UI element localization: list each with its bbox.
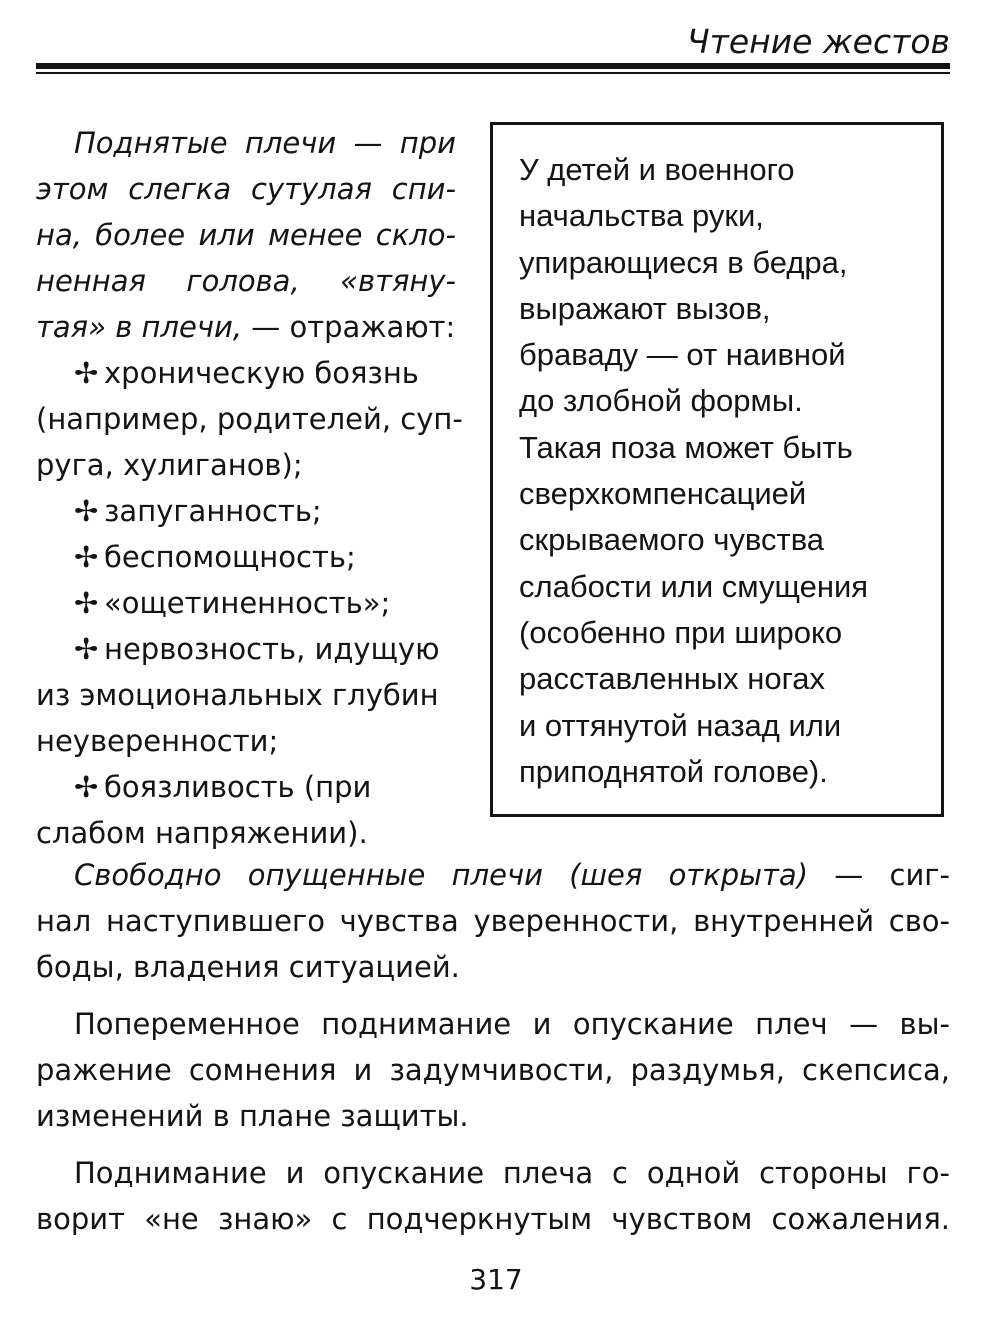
bullet-text: запуганность; [104, 494, 322, 528]
paragraph-plain: — сиг- [808, 858, 950, 892]
page-number: 317 [469, 1263, 523, 1296]
bullet-item [36, 534, 456, 580]
intro-plain: — отражают: [242, 310, 456, 344]
bullet-item [36, 626, 456, 672]
bullet-continuation: из эмоциональных глубин [36, 678, 439, 712]
paragraph-line [36, 852, 950, 898]
box-line: скрываемого чувства [519, 522, 825, 558]
intro-line: ненная голова, «втяну- [36, 264, 456, 298]
star-bullet-icon: ✢ [74, 494, 99, 528]
star-bullet-icon: ✢ [74, 586, 99, 620]
body-text [36, 852, 950, 1242]
star-bullet-icon: ✢ [74, 540, 99, 574]
intro-line: на, более или менее скло- [36, 218, 456, 252]
box-line: расставленных ногах [519, 661, 826, 697]
bullet-item [36, 488, 456, 534]
bullet-text: хроническую боязнь [104, 356, 419, 390]
bullet-item [36, 580, 456, 626]
left-column [36, 120, 463, 856]
box-line: слабости или смущения [519, 568, 869, 604]
box-line: упирающиеся в бедра, [519, 244, 848, 280]
header-rule-thin [36, 72, 950, 74]
star-bullet-icon: ✢ [74, 632, 99, 666]
star-bullet-icon: ✢ [74, 356, 99, 390]
paragraph-line: Попеременное поднимание и опускание плеч — вы- [74, 1007, 950, 1041]
paragraph-line: ражение сомнения и задумчивости, раздумья, скепсиса, [36, 1053, 950, 1087]
intro-italic: тая» в плечи, [36, 310, 243, 344]
bullet-text: нервозность, идущую [104, 632, 440, 666]
intro-line: этом слегка сутулая спи- [36, 172, 456, 206]
box-line: и оттянутой назад или [519, 707, 842, 743]
box-text [519, 147, 868, 795]
box-line: У детей и военного [519, 152, 795, 187]
intro-line: Поднятые плечи — при [74, 126, 456, 160]
bullet-item [36, 764, 456, 810]
box-line: сверхкомпенсацией [519, 476, 807, 512]
bullet-continuation: слабом напряжении). [36, 816, 368, 850]
paragraph-line: Поднимание и опускание плеча с одной стороны го- [74, 1156, 950, 1190]
paragraph-line: ворит «не знаю» с подчеркнутым чувством сожаления. [36, 1202, 950, 1236]
box-line: (особенно при широко [519, 614, 843, 650]
bullet-text: беспомощность; [104, 540, 356, 574]
sidebar-box [490, 122, 944, 817]
running-title: Чтение жестов [686, 22, 950, 61]
bullet-continuation: руга, хулиганов); [36, 448, 303, 482]
paragraph-line: боды, владения ситуацией. [36, 950, 460, 984]
header-rule-thick [36, 63, 950, 69]
paragraph-gap [36, 990, 950, 1001]
bullet-text: боязливость (при [104, 770, 372, 804]
box-line: до злобной формы. [519, 383, 803, 419]
box-line: приподнятой голове). [519, 753, 828, 789]
bullet-item [36, 350, 456, 396]
box-line: начальства руки, [519, 198, 764, 234]
paragraph-gap [36, 1139, 950, 1150]
paragraph-line: нал наступившего чувства уверенности, внутренней сво- [36, 904, 950, 938]
box-line: выражают вызов, [519, 290, 771, 326]
box-line: Такая поза может быть [519, 429, 853, 465]
bullet-continuation: неуверенности; [36, 724, 279, 758]
bullet-text: «ощетиненность»; [104, 586, 391, 620]
intro-line [36, 304, 456, 350]
bullet-continuation: (например, родителей, суп- [36, 402, 463, 436]
box-line: браваду — от наивной [519, 337, 846, 373]
paragraph-line: изменений в плане защиты. [36, 1099, 469, 1133]
paragraph-italic: Свободно опущенные плечи (шея открыта) [74, 858, 809, 892]
star-bullet-icon: ✢ [74, 770, 99, 804]
